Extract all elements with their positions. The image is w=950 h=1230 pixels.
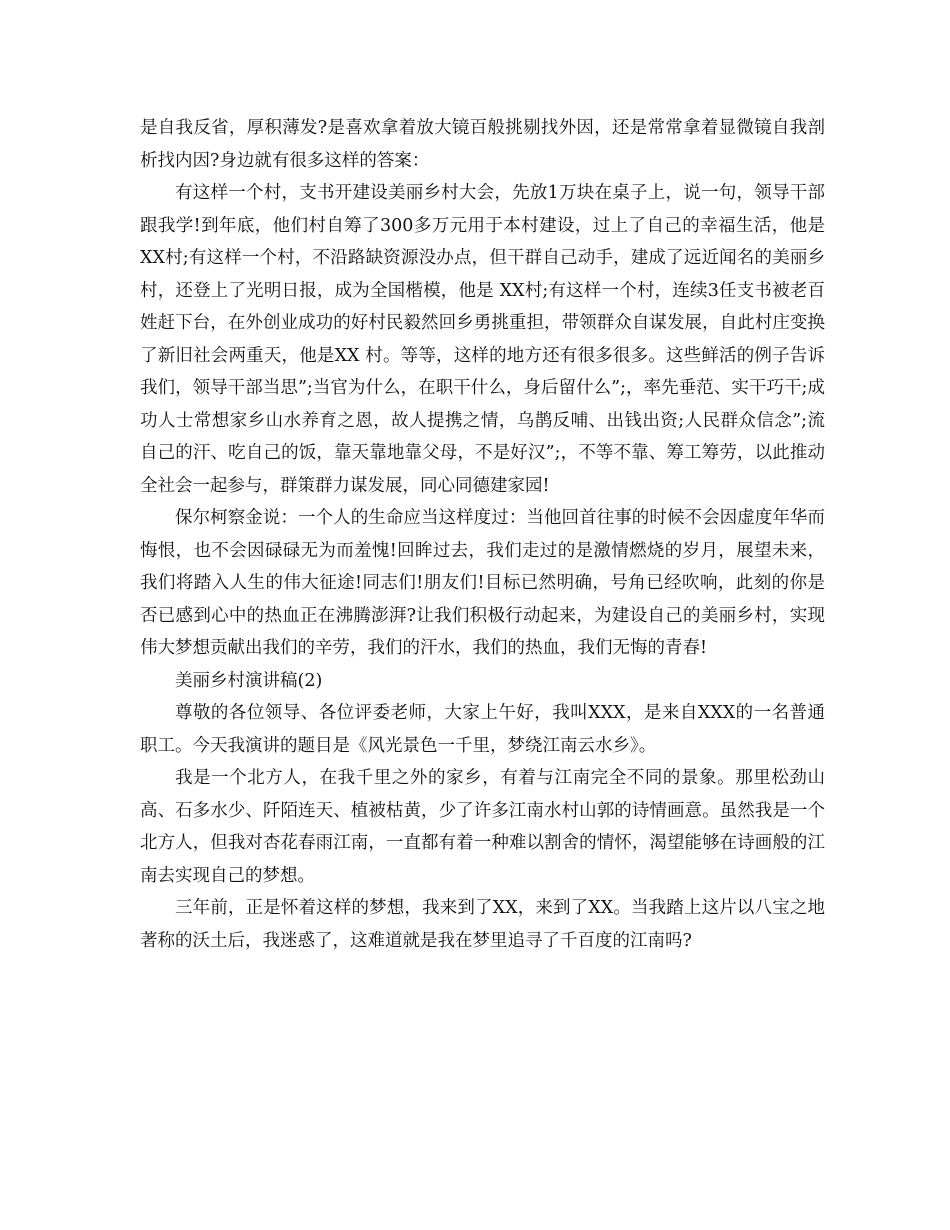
paragraph-3: 保尔柯察金说：一个人的生命应当这样度过：当他回首往事的时候不会因虚度年华而悔恨，也不会因碌碌无为而羞愧!回眸过去，我们走过的是激情燃烧的岁月，展望未来，我们将踏入人生的伟大征途!同志们!朋友们!目标已然明确，号角已经吹响，此刻的你是否已感到心中的热血正在沸腾澎湃?让我们积极行动起来，为建设自己的美丽乡村，实现伟大梦想贡献出我们的辛劳，我们的汗水，我们的热血，我们无悔的青春! (140, 508, 825, 658)
paragraph-4: 尊敬的各位领导、各位评委老师，大家上午好，我叫XXX，是来自XXX的一名普通职工。今天我演讲的题目是《风光景色一千里，梦绕江南云水乡》。 (140, 703, 825, 756)
paragraph-5: 我是一个北方人，在我千里之外的家乡，有着与江南完全不同的景象。那里松劲山高、石多水少、阡陌连天、植被枯黄，少了许多江南水村山郭的诗情画意。虽然我是一个北方人，但我对杏花春雨江南，一直都有着一种难以割舍的情怀，渴望能够在诗画般的江南去实现自己的梦想。 (140, 768, 825, 886)
paragraph-6: 三年前，正是怀着这样的梦想，我来到了XX，来到了XX。当我踏上这片以八宝之地著称的沃土后，我迷惑了，这难道就是我在梦里追寻了千百度的江南吗? (140, 898, 825, 951)
paragraph-1: 是自我反省，厚积薄发?是喜欢拿着放大镜百般挑剔找外因，还是常常拿着显微镜自我剖析找内因?身边就有很多这样的答案： (140, 118, 825, 171)
paragraph-2: 有这样一个村，支书开建设美丽乡村大会，先放1万块在桌子上，说一句，领导干部跟我学!到年底，他们村自筹了300多万元用于本村建设，过上了自己的幸福生活，他是XX村;有这样一个村，不沿路缺资源没办点，但干群自己动手，建成了远近闻名的美丽乡村，还登上了光明日报，成为全国楷模，他是 XX村;有这样一个村，连续3任支书被老百姓赶下台，在外创业成功的好村民毅然回乡勇挑重担，带领群众自谋发展，自此村庄变换了新旧社会两重天，他是XX 村。等等，这样的地方还有很多很多。这些鲜活的例子告诉我们，领导干部当思”;当官为什么，在职干什么，身后留什么”;，率先垂范、实干巧干;成功人士常想家乡山水养育之恩，故人提携之情，乌鹊反哺、出钱出资;人民群众信念”;流自己的汗、吃自己的饭，靠天靠地靠父母，不是好汉”;，不等不靠、筹工筹劳，以此推动全社会一起参与，群策群力谋发展，同心同德建家园! (140, 183, 825, 496)
document-body (140, 112, 825, 957)
section-heading: 美丽乡村演讲稿(2) (175, 670, 323, 691)
